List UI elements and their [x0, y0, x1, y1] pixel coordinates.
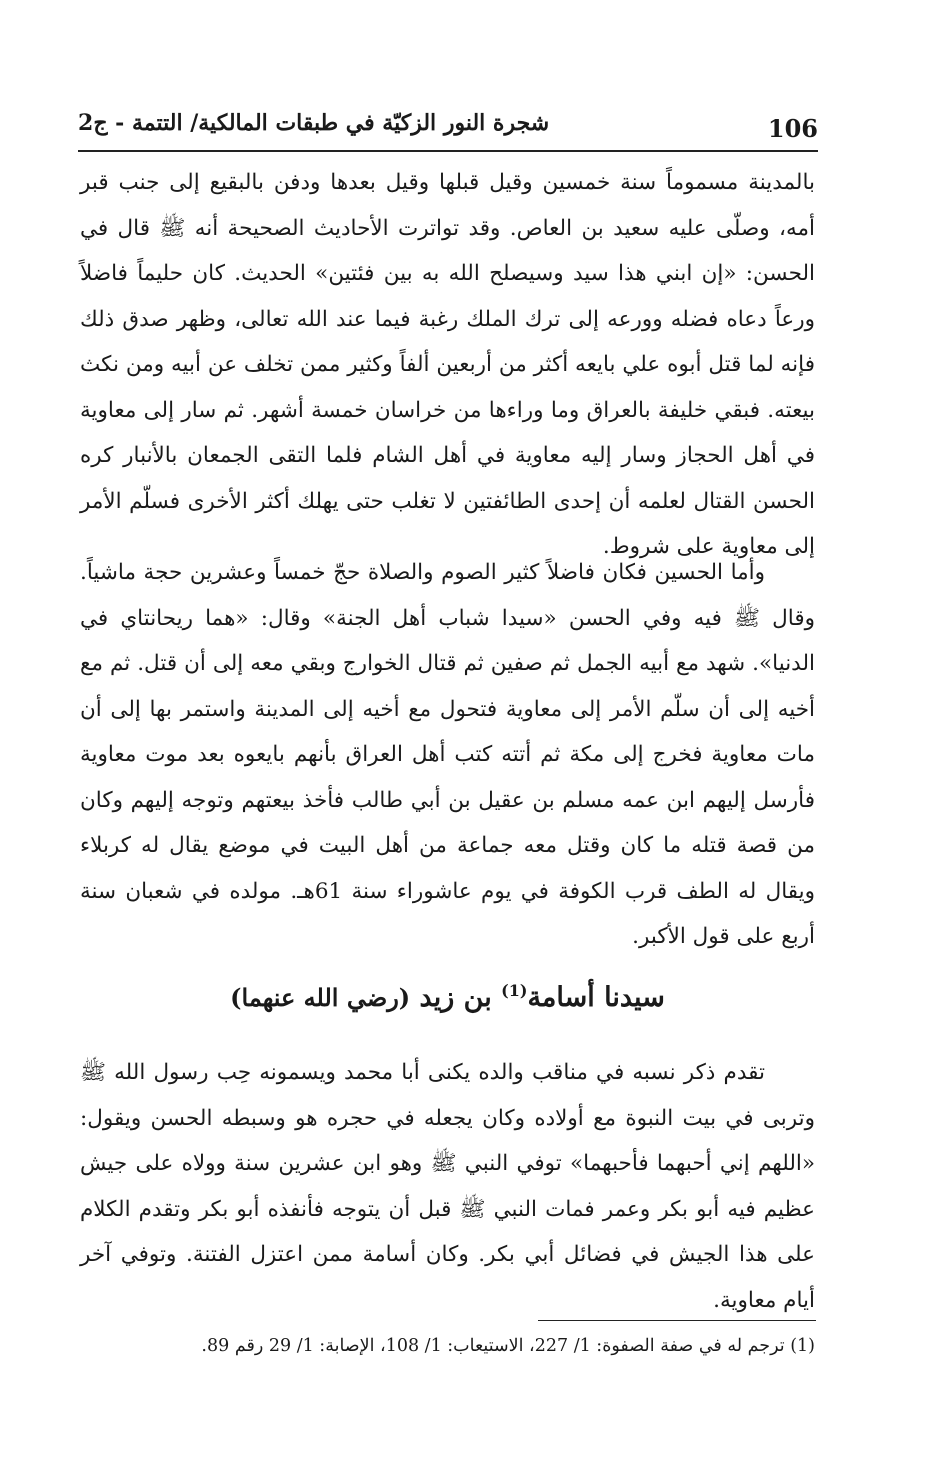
heading-honorific: (رضي الله عنهما)	[230, 983, 411, 1012]
footnote-rule	[538, 1320, 816, 1321]
paragraph-husayn	[80, 550, 815, 960]
paragraph-continuation	[80, 160, 815, 570]
heading-main: سيدنا أسامة	[527, 982, 665, 1013]
paragraph-usama	[80, 1050, 815, 1323]
footnote: (1) ترجم له في صفة الصفوة: 1/ 227، الاستيعاب: 1/ 108، الإصابة: 1/ 29 رقم 89.	[201, 1336, 815, 1356]
header-rule	[78, 150, 818, 152]
footnote-marker: (1)	[501, 981, 528, 1000]
section-heading	[80, 966, 815, 1023]
heading-rest: بن زيد	[410, 982, 502, 1013]
page-number: 106	[767, 114, 818, 143]
running-head	[78, 108, 818, 148]
book-title: شجرة النور الزكيّة في طبقات المالكية/ التتمة - ج2	[78, 110, 550, 136]
paragraph-text: بالمدينة مسموماً سنة خمسين وقيل قبلها وقيل بعدها ودفن بالبقيع إلى جنب قبر أمه، وصلّى عليه سعيد بن العاص. وقد تواترت الأحاديث الصحيحة أنه ﷺ قال في الحسن: «إن ابني هذا سيد وسيصلح الله به بين فئتين» الحديث. كان حليماً فاضلاً ورعاً دعاه فضله وورعه إلى ترك الملك رغبة فيما عند الله تعالى، وظهر صدق ذلك فإنه لما قتل أبوه علي بايعه أكثر من أربعين ألفاً وكثير ممن تخلف عن أبيه ومن نكث بيعته. فبقي خليفة بالعراق وما وراءها من خراسان خمسة أشهر. ثم سار إلى معاوية في أهل الحجاز وسار إليه معاوية في أهل الشام فلما التقى الجمعان بالأنبار كره الحسن القتال لعلمه أن إحدى الطائفتين لا تغلب حتى يهلك أكثر الأخرى فسلّم الأمر إلى معاوية على شروط.	[80, 170, 815, 559]
paragraph-text: تقدم ذكر نسبه في مناقب والده يكنى أبا محمد ويسمونه حِب رسول الله ﷺ وتربى في بيت النبوة مع أولاده وكان يجعله في حجره هو وسبطه الحسن ويقول: «اللهم إني أحبهما فأحبهما» توفي النبي ﷺ وهو ابن عشرين سنة وولاه على جيش عظيم فيه أبو بكر وعمر فمات النبي ﷺ قبل أن يتوجه فأنفذه أبو بكر وتقدم الكلام على هذا الجيش في فضائل أبي بكر. وكان أسامة ممن اعتزل الفتنة. وتوفي آخر أيام معاوية.	[80, 1060, 815, 1313]
paragraph-text: وأما الحسين فكان فاضلاً كثير الصوم والصلاة حجّ خمساً وعشرين حجة ماشياً. وقال ﷺ فيه وفي الحسن «سيدا شباب أهل الجنة» وقال: «هما ريحانتاي في الدنيا». شهد مع أبيه الجمل ثم صفين ثم قتال الخوارج وبقي معه إلى أن قتل. ثم مع أخيه إلى أن سلّم الأمر إلى معاوية فتحول مع أخيه إلى المدينة واستمر بها إلى أن مات معاوية فخرج إلى مكة ثم أتته كتب أهل العراق بأنهم بايعوه بعد موت معاوية فأرسل إليهم ابن عمه مسلم بن عقيل بن أبي طالب فأخذ بيعتهم وتوجه إليهم وكان من قصة قتله ما كان وقتل معه جماعة من أهل البيت في موضع يقال له كربلاء ويقال له الطف قرب الكوفة في يوم عاشوراء سنة 61هـ. مولده في شعبان سنة أربع على قول الأكبر.	[80, 560, 815, 949]
